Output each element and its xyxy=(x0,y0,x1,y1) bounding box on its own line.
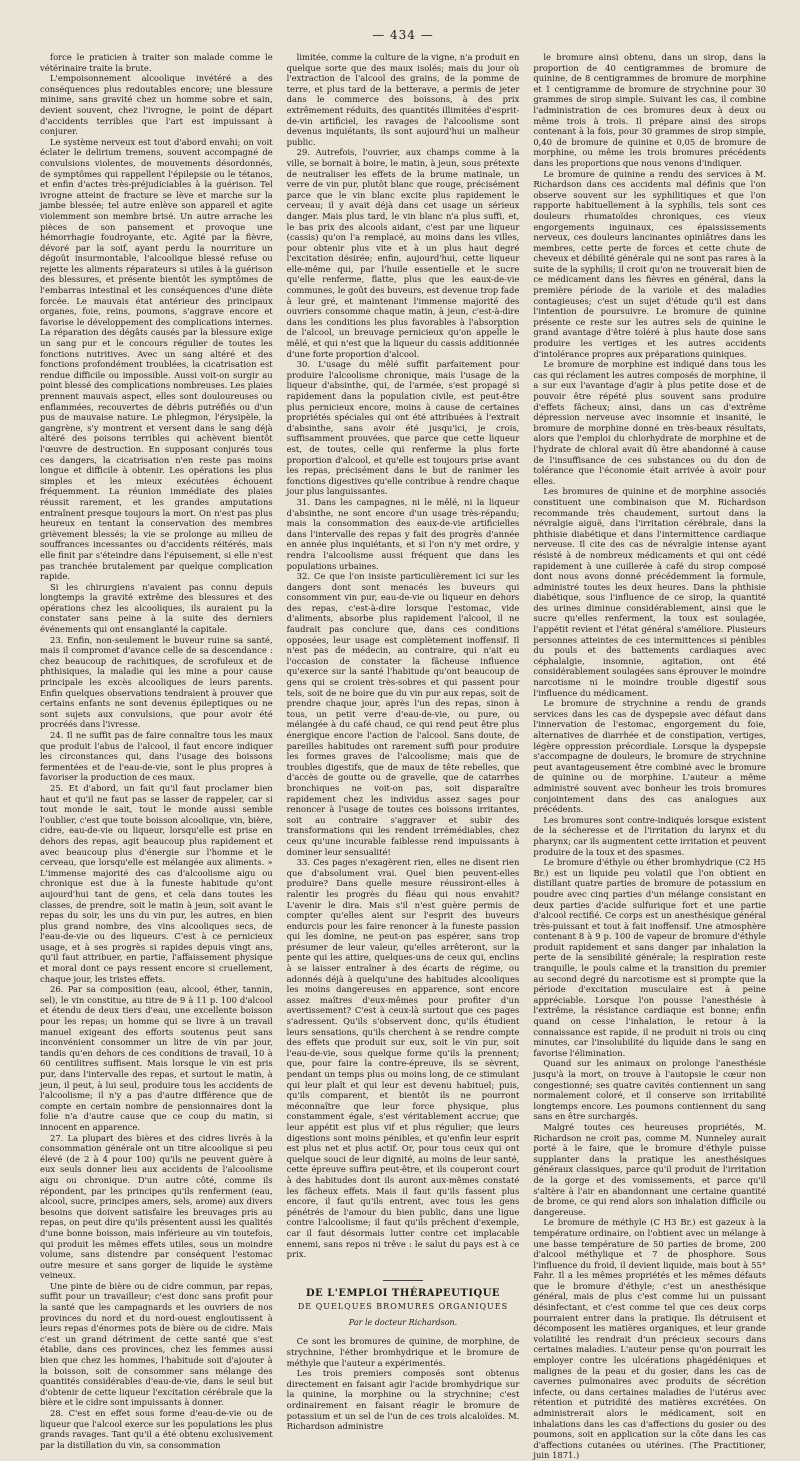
page-number: — 434 — xyxy=(372,28,434,42)
paragraph: Le bromure de morphine est indiqué dans tous les cas qui réclament les autres composés de morphine, il a sur eux l'avantage d'agir à plus petite dose et de pouvoir être répété plus souvent sans produire d'effets fâcheux; ainsi, dans un cas d'extrême dépression nerveuse avec insomnie et insanité, le bromure de morphine donné en très-beaux résultats, alors que l'emploi du chlorhydrate de morphine et de l'hydrate de chloral avait dû être abandonné à cause de l'insuffisance de ces substances ou du don de tolérance que l'économie était arrivée à avoir pour elles. xyxy=(533,359,767,486)
paragraph: limitée, comme la culture de la vigne, n'a produit en quelque sorte que des maux isolés; mais du jour où l'extraction de l'alcool des grains, de la pomme de terre, et plus tard de la betterave, a permis de jeter dans le commerce des boissons, à des prix extrêmement réduits, des quantités illimitées d'esprit-de-vin artificiel, les ravages de l'alcoolisme sont devenus inquiétants, ils sont aujourd'hui un malheur public. xyxy=(286,52,520,147)
paragraph: 33. Ces pages n'exagèrent rien, elles ne disent rien que d'absolument vrai. Quel bien peuvent-elles produire? Dans quelle mesure réussiront-elles à ralentir les progrès du fléau qui nous envahit? L'avenir le dira. Mais s'il n'est guère permis de compter qu'elles aient sur l'esprit des buveurs endurcis pour les faire renoncer à la funeste passion qui les domine, ne peut-on pas espérer, sans trop présumer de leur valeur, qu'elles arrêteront, sur la pente qui les attire, quelques-uns de ceux qui, enclins à se laisser entraîner à des écarts de régime, ou adonnés déjà à quelqu'une des habitudes alcooliques les moins dangereuses en apparence, sont encore assez maîtres d'eux-mêmes pour profiter d'un avertissement? C'est à ceux-là surtout que ces pages s'adressent. Qu'ils s'observent donc, qu'ils étudient leurs sensations, qu'ils cherchent à se rendre compte des effets que produit sur eux, soit le vin pur, soit l'eau-de-vie, sous quelque forme qu'ils la prennent; que, pour faire la contre-épreuve, ils se sèvrent, pendant un temps plus ou moins long, de ce stimulant qui leur plaît et qui leur est devenu habituel; puis, qu'ils comparent, et bientôt ils ne pourront méconnaître que leur force physique, plus constamment égale, s'est véritablement accrue; que leur appétit est plus vif et plus régulier; que leurs digestions sont moins pénibles, et qu'enfin leur esprit est plus net et plus actif. Or, pour tous ceux qui ont quelque souci de leur dignité, au moins de leur santé, cette épreuve suffira peut-être, et ils couperont court à des habitudes dont ils auront aux-mêmes constaté les fâcheux effets. Mais il faut qu'ils fassent plus encore, il faut qu'ils entrent, avec tous les gens pénétrés de l'amour du bien public, dans une ligue contre l'alcoolisme; il faut qu'ils prêchent d'exemple, car il faut désormais lutter contre cet implacable ennemi, sans repos ni trêve : le salut du pays est à ce prix. xyxy=(286,857,520,1260)
paragraph: 27. La plupart des bières et des cidres livrés à la consommation générale ont un titre alcoolique si peu élevé (de 2 à 4 pour 100) qu'ils ne peuvent guère à eux seuls donner lieu aux accidents de l'alcoolisme aigu ou chronique. D'un autre côté, comme ils répondent, par les principes qu'ils renferment (eau, alcool, sucre, principes amers, sels, arome) aux divers besoins que doivent satisfaire les breuvages pris au repas, on peut dire qu'ils présentent aussi les qualités d'une bonne boisson, mais inférieure au vin toutefois, qui produit les mêmes effets utiles, sous un moindre volume, sans distendre par conséquent l'estomac outre mesure et sans gorger de liquide le système veineux. xyxy=(40,1132,273,1281)
paragraph: Quand sur les animaux on prolonge l'anesthésie jusqu'à la mort, on trouve à l'autopsie le cœur non congestionné; ses quatre cavités contiennent un sang normalement coloré, et il conserve son irritabilité longtemps encore. Les poumons contiennent du sang sans en être surchargés. xyxy=(533,1058,767,1122)
article-subtitle: DE QUELQUES BROMURES ORGANIQUES xyxy=(297,1302,509,1312)
paragraph: 30. L'usage du mêlé suffit parfaitement pour produire l'alcoolisme chronique, mais l'usage de la liqueur d'absinthe, qui, de l'armée, s'est propagé si rapidement dans la population civile, est peut-être plus pernicieux encore, moins à cause de certaines propriétés spéciales qui ont été attribuées à l'extrait d'absinthe, sans avoir été jusqu'ici, je crois, suffisamment prouvées, que parce que cette liqueur est, de toutes, celle qui renferme la plus forte proportion d'alcool, et qu'elle est toujours prise avant les repas, précisément dans le but de ranimer les fonctions digestives qu'elle contribue à rendre chaque jour plus languissantes. xyxy=(286,359,520,497)
middle-column-body xyxy=(287,52,520,1260)
paragraph: Malgré toutes ces heureuses propriétés, M. Richardson ne croit pas, comme M. Nunneley aurait porté à le faire, que le bromure d'éthyle puisse supplanter dans la pratique les anesthésiques généraux classiques, parce qu'il produit de l'irritation de la gorge et des vomissements, et parce qu'il s'altère à l'air en abandonnant une certaine quantité de brome, ce qui rend alors son inhalation difficile ou dangereuse. xyxy=(533,1121,767,1217)
paragraph: Les trois premiers composés sont obtenus directement en faisant agir l'acide bromhydrique sur la quinine, la morphine ou la strychnine; c'est ordinairement en faisant réagir le bromure de potassium et un sel de l'un de ces trois alcaloïdes. M. Richardson administre xyxy=(286,1368,520,1432)
article-author: Par le docteur Richardson. xyxy=(348,1317,458,1327)
paragraph: force le praticien à traiter son malade comme le vétérinaire traite la brute. xyxy=(40,52,273,73)
paragraph: 25. Et d'abord, un fait qu'il faut proclamer bien haut et qu'il ne faut pas se lasser de rappeler, car si tout monde le sait, tout le monde aussi semble l'oublier, c'est que toute boisson alcoolique, vin, bière, cidre, eau-de-vie ou liqueur, lorsqu'elle est prise en dehors des repas, agit beaucoup plus rapidement et avec beaucoup plus d'énergie sur l'homme et le cerveau, que lorsqu'elle est mélangée aux aliments. » L'immense majorité des cas d'alcoolisme aigu ou chronique est due à la funeste habitude qu'ont aujourd'hui tant de gens, et cela dans toutes les classes, de prendre, soit le matin à jeun, soit avant le repas du soir, les uns du vin pur, les autres, en bien plus grand nombre, des vins alcooliques secs, de l'eau-de-vie ou des liqueurs. C'est à ce pernicieux usage, et à ses progrès si rapides depuis vingt ans, qu'il faut attribuer, en partie, l'affaissement physique et moral dont ce pays ressent encore si cruellement, chaque jour, les tristes effets. xyxy=(40,782,273,984)
paragraph: Les bromures de quinine et de morphine associés constituent une combinaison que M. Richardson recommande très chaudement, surtout dans la névralgie aiguë, dans l'irritation cérébrale, dans la phthisie diabétique et dans l'intermittence cardiaque nerveuse. Il cite des cas de névralgie intense ayant résisté à de nombreux médicaments et qui ont cédé rapidement à une cuillerée à café du sirop composé dont nous avons donné précédemment la formule, administré toutes les deux heures. Dans la phthisie diabétique, sous l'influence de ce sirop, la quantité des urines diminue considérablement, ainsi que le sucre qu'elles renferment, la toux est soulagée, l'appétit revient et l'état général s'améliore. Plusieurs personnes atteintes de ces intermittences si pénibles du pouls et des battements cardiaques avec céphalalgie, insomnie, agitation, ont été considérablement soulagées sans éprouver le moindre narcotisme ni le moindre trouble digestif sous l'influence du médicament. xyxy=(533,486,767,698)
paragraph: 29. Autrefois, l'ouvrier, aux champs comme à la ville, se bornait à boire, le matin, à jeun, sous prétexte de neutraliser les effets de la brume matinale, un verre de vin pur, plutôt blanc que rouge, précisément parce que le vin blanc excite plus rapidement le cerveau; il y avait déjà dans cet usage un sérieux danger. Mais plus tard, le vin blanc n'a plus suffi, et, le bas prix des alcools aidant, c'est par une liqueur (cassis) qu'on l'a remplacé, au moins dans les villes, pour obtenir plus vite et à un plus haut degré l'excitation désirée; enfin, aujourd'hui, cette liqueur elle-même qui, par l'huile essentielle et le sucre qu'elle renferme, flatte, plus que les eaux-de-vie communes, le goût des buveurs, est devenue trop fade à leur gré, et maintenant l'immense majorité des ouvriers consomme chaque matin, à jeun, c'est-à-dire dans les conditions les plus favorables à l'absorption de l'alcool, un breuvage pernicieux qu'on appelle le mêlé, et qui n'est que la liqueur du cassis additionnée d'une forte proportion d'alcool. xyxy=(286,147,520,359)
paragraph: le bromure ainsi obtenu, dans un sirop, dans la proportion de 40 centigrammes de bromure de quinine, de 8 centigrammes de bromure de morphine et 1 centigramme de bromure de strychnine pour 30 grammes de sirop simple. Suivant les cas, il combine l'administration de ces bromures deux à deux ou même trois à trois. Il prépare ainsi des sirops contenant à la fois, pour 30 grammes de sirop simple, 0,40 de bromure de quinine et 0,05 de bromure de morphine, ou même les trois bromures précédents dans les proportions que nous venons d'indiquer. xyxy=(533,52,767,168)
middle-column-article xyxy=(287,1336,520,1431)
paragraph: 24. Il ne suffit pas de faire connaître tous les maux que produit l'abus de l'alcool, il faut encore indiquer les circonstances qui, dans l'usage des boissons fermentées et de l'eau-de-vie, sont le plus propres à favoriser la production de ces maux. xyxy=(40,730,273,783)
paragraph: 32. Ce que l'on insiste particulièrement ici sur les dangers dont sont menacés les buveurs qui consomment vin pur, eau-de-vie ou liqueur en dehors des repas, c'est-à-dire lorsque l'estomac, vide d'aliments, absorbe plus rapidement l'alcool, il ne faudrait pas conclure que, dans ces conditions opposées, leur usage est complètement inoffensif. Il n'est pas de médecin, au contraire, qui n'ait eu l'occasion de constater la fâcheuse influence qu'exerce sur la santé l'habitude qu'ont beaucoup de gens qui se croient très-sobres et qui passent pour tels, soit de ne boire que du vin pur aux repas, soit de prendre chaque jour, après l'un des repas, sinon à tous, un petit verre d'eau-de-vie, ou pure, ou mélangée à du café chaud, ce qui rend peut être plus énergique encore l'action de l'alcool. Sans doute, de pareilles habitudes ont rarement suffi pour produire les formes graves de l'alcoolisme; mais que de troubles digestifs, que de maux de tête rebelles, que d'accès de goutte ou de gravelle, que de catarrhes bronchiques ne voit-on pas, soit disparaître rapidement chez les individus assez sages pour renoncer à l'usage de toutes ces boissons irritantes, soit au contraire s'aggraver et subir des transformations qui les rendent irrémédiables, chez ceux qu'une incurable faiblesse rend impuissants à dominer leur sensualité! xyxy=(286,571,520,857)
paragraph: 26. Par sa composition (eau, alcool, éther, tannin, sel), le vin constitue, au titre de 9 à 11 p. 100 d'alcool et étendu de deux tiers d'eau, une excellente boisson pour les repas; un homme qui se livre à un travail manuel exigeant des efforts soutenus peut sans inconvénient consommer un litre de vin par jour, tandis qu'en dehors de ces conditions de travail, 10 à 60 centilitres suffisent. Mais lorsque le vin est pris pur, dans l'intervalle des repas, et surtout le matin, à jeun, il peut, à lui seul, produire tous les accidents de l'alcoolisme; il n'y a pas d'autre différence que de compte en certain nombre de pensionnaires dont la folie n'a d'autre cause que ce coup du matin, si innocent en apparence. xyxy=(40,984,273,1132)
paragraph: Le système nerveux est tout d'abord envahi; on voit éclater le delirium tremens, souvent accompagné de convulsions violentes, de mouvements désordonnés, de symptômes qui rappellent l'épilepsie ou le tétanos, et enfin d'actes très-préjudiciables à la guérison. Tel ivrogne atteint de fracture se lève et marche sur la jambe blessée; tel autre enlève son appareil et agite violemment son membre brisé. Un autre arrache les pièces de son pansement et provoque une hémorrhagie foudroyante, etc. Agité par la fièvre, dévoré par la soif, ayant perdu la nourriture un dégoût insurmontable, l'alcoolique blessé refuse ou rejette les aliments réparateurs si utiles à la guérison des blessures, et présente bientôt les symptômes de l'embarras intestinal et les conséquences d'une diète forcée. Le mauvais état antérieur des principaux organes, foie, reins, poumons, s'aggrave encore et favorise le développement des complications internes. La réparation des dégâts causés par la blessure exige un sang pur et le concours régulier de toutes les fonctions nutritives. Avec un sang altéré et des fonctions profondément troublées, la cicatrisation est rendue difficile ou impossible. Aussi voit-on surgir au point blessé des complications nombreuses. Les plaies prennent mauvais aspect, elles sont douloureuses ou enflammées, recouvertes de débris putréfiés ou d'un pus de mauvaise nature. Le phlegmon, l'érysipèle, la gangrène, s'y montrent et versent dans le sang déjà altéré des poisons terribles qui achèvent bientôt l'œuvre de destruction. En supposant conjurés tous ces dangers, la cicatrisation n'en reste pas moins longue et difficile à obtenir. Les opérations les plus simples et les mieux exécutées échouent fréquemment. La réunion immédiate des plaies réussit rarement, et les grandes amputations entraînent presque toujours la mort. On n'est pas plus heureux en tentant la conservation des membres grièvement blessés; la vie se prolonge au milieu de souffrances incessantes ou d'accidents réitérés, mais elle finit par s'éteindre dans l'épuisement, si elle n'est pas tranchée brutalement par quelque complication rapide. xyxy=(40,136,273,582)
right-column xyxy=(533,52,767,1461)
paragraph: Le bromure de quinine a rendu des services à M. Richardson dans ces accidents mal définis que l'on observe souvent sur les syphilitiques et que l'on rapporte habituellement à la syphilis, tels sont ces douleurs rhumatoïdes chroniques, ces vieux engorgements inguinaux, ces épaississements nerveux, ces douleurs lancinantes opiniâtres dans les membres, cette perte de forces et cette chute de cheveux et débilité générale qui ne sont pas rares à la suite de la syphilis; il croit qu'on ne trouverait bien de ce médicament dans les fièvres en général, dans la première période de la variole et des maladies contagieuses; c'est un sujet d'étude qu'il est dans l'intention de poursuivre. Le bromure de quinine présente ce reste sur les autres sels de quinine le grand avantage d'être toléré à plus haute dose sans produire les vertiges et les autres accidents d'intolérance propres aux préparations quiniques. xyxy=(533,168,767,359)
paragraph: Le bromure de strychnine a rendu de grands services dans les cas de dyspepsie avec défaut dans l'innervation de l'estomac, engorgement du foie, alternatives de diarrhée et de constipation, vertiges, légère oppression précordiale. Lorsque la dyspepsie s'accompagne de douleurs, le bromure de strychnine peut avantageusement être combiné avec le bromure de quinine ou de morphine. L'auteur a même administré souvent avec bonheur les trois bromures conjointement dans des cas analogues aux précédents. xyxy=(533,698,767,815)
left-column xyxy=(40,52,273,1450)
paragraph: Le bromure d'éthyle ou éther bromhydrique (C2 H5 Br.) est un liquide peu volatil que l'on obtient en distillant quatre parties de bromure de potassium en poudre avec cinq parties d'un mélange consistant en deux parties d'acide sulfurique fort et une partie d'alcool rectifié. Ce corps est un anesthésique général très-puissant et tout à fait inoffensif. Une atmosphère contenant 8 à 9 p. 100 de vapeur de bromure d'éthyle produit rapidement et sans danger par inhalation la perte de la sensibilité générale; la respiration reste tranquille, le pouls calme et la transition du premier au second degré du narcotisme est si prompte que la période d'excitation musculaire est à peine appréciable. Lorsque l'on pousse l'anesthésie à l'extrême, la résistance cardiaque est bonne; enfin quand on cesse l'inhalation, le retour à la connaissance est rapide, il ne produit ni trois ou cinq minutes, car l'insolubilité du liquide dans le sang en favorise l'élimination. xyxy=(533,857,767,1058)
paragraph: 28. C'est en effet sous forme d'eau-de-vie ou de liqueur que l'alcool exerce sur les populations les plus grands ravages. Tant qu'il a été obtenu exclusivement par la distillation du vin, sa consommation xyxy=(40,1408,273,1450)
article-title: DE L'EMPLOI THÉRAPEUTIQUE xyxy=(305,1287,501,1299)
paragraph: L'empoisonnement alcoolique invétéré a des conséquences plus redoutables encore; une blessure minime, sans gravité chez un homme sobre et sain, devient souvent, chez l'ivrogne, le point de départ d'accidents terribles que l'art est impuissant à conjurer. xyxy=(40,73,273,137)
article-heading xyxy=(287,1280,520,1329)
paragraph: Si les chirurgiens n'avaient pas connu depuis longtemps la gravité extrême des blessures et des opérations chez les alcooliques, ils auraient pu la constater sans peine à la suite des derniers événements qui ont ensanglanté la capitale. xyxy=(40,581,273,635)
paragraph: Ce sont les bromures de quinine, de morphine, de strychnine, l'éther bromhydrique et le bromure de méthyle que l'auteur a expérimentés. xyxy=(286,1336,520,1368)
text-columns xyxy=(40,52,767,1461)
middle-column xyxy=(286,52,520,1432)
section-divider xyxy=(383,1280,423,1281)
paragraph: 31. Dans les campagnes, ni le mêlé, ni la liqueur d'absinthe, ne sont encore d'un usage très-répandu; mais la consommation des eaux-de-vie artificielles dans l'intervalle des repas y fait des progrès d'année en année plus inquiétants, et si l'on n'y met ordre, y rendra l'alcoolisme aussi fréquent que dans les populations urbaines. xyxy=(286,496,520,571)
paragraph: Le bromure de méthyle (C H3 Br.) est gazeux à la température ordinaire, on l'obtient avec un mélange à une basse température de 50 parties de brome, 200 d'alcool méthylique et 7 de phosphore. Sous l'influence du froid, il devient liquide, mais bout à 55° Fahr. Il a les mêmes propriétés et les mêmes défauts que le bromure d'éthyle; c'est un anesthésique général, mais de plus c'est comme lui un puissant désinfectant, et c'est comme tel que ces deux corps pourraient entrer dans la pratique. Ils détruisent et décomposent les matières organiques, et leur grande volatilité les rendrait d'un précieux secours dans certaines maladies. L'auteur pense qu'on pourrait les employer contre les ulcérations phagédéniques et malignes de la peau et du gosier, dans les cas de cavernes pulmonaires avec produits de sécrétion infecte, ou dans certaines maladies de l'utérus avec rétention et putridité des matières excrétées. On administrerait alors le médicament, soit en inhalations dans les cas d'affections du gosier ou des poumons, soit en application sur la côte dans les cas d'affections cutanées ou utérines. (The Practitioner, juin 1871.) xyxy=(533,1217,767,1461)
paragraph: Une pinte de bière ou de cidre commun, par repas, suffit pour un travailleur; c'est donc sans profit pour la santé que les campagnards et les ouvriers de nos provinces du nord et du nord-ouest engloutissent à leurs repas d'énormes pots de bière ou de cidre. Mais c'est un grand détriment de cette santé que s'est établie, dans ces provinces, chez les femmes aussi bien que chez les hommes, l'habitude soit d'ajouter à la boisson, soit de consommer sans mélange des quantités considérables d'eau-de-vie, dans le seul but d'obtenir de cette liqueur l'excitation cérébrale que la bière et le cidre sont impuissants à donner. xyxy=(40,1280,273,1408)
paragraph: Les bromures sont contre-indiqués lorsque existent de la sécheresse et de l'irritation du larynx et du pharynx; car ils augmentent cette irritation et peuvent produire de la toux et des spasmes. xyxy=(533,814,767,857)
paragraph: 23. Enfin, non-seulement le buveur ruine sa santé, mais il compromet d'avance celle de sa descendance : chez beaucoup de rachitiques, de scrofuleux et de phthisiques, la maladie qui les mine a pour cause principale les excès alcooliques de leurs parents. Enfin quelques observations tendraient à prouver que certains enfants ne sont devenus épileptiques ou ne sont sujets aux convulsions, que pour avoir été procréés dans l'ivresse. xyxy=(40,634,273,730)
